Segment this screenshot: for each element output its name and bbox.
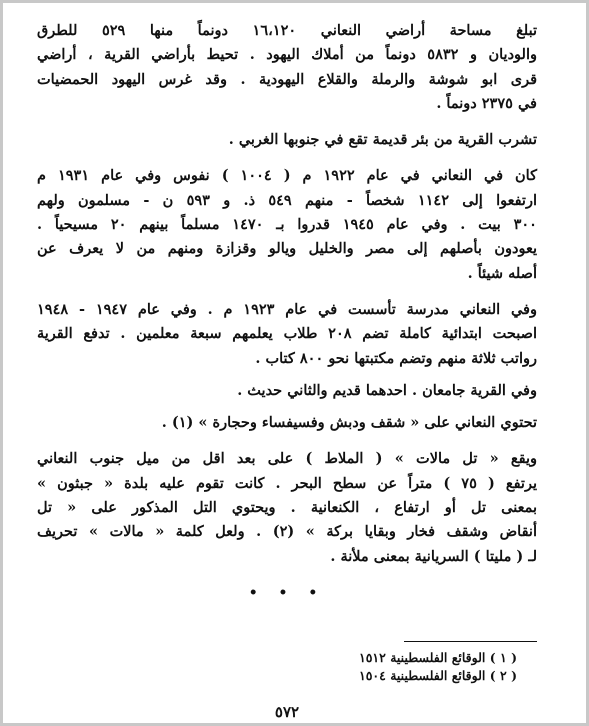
text-line: ٣٠٠ بيت . وفي عام ١٩٤٥ قدروا بـ ١٤٧٠ مسلماً بينهم ٢٠ مسيحياً . <box>37 216 537 234</box>
text-line: يعودون بأصلهم إلى مصر والخليل ويالو وقزازة ومنهم من لا يعرف عن <box>37 240 537 258</box>
text-line: يرتفع ( ٧٥ ) متراً عن سطح البحر . كانت تقوم عليه بلدة « جبثون » <box>37 474 537 492</box>
paragraph-mosques <box>37 379 537 403</box>
text-line: قرى ابو شوشة والرملة والقلاع اليهودية . وقد غرس اليهود الحمضيات <box>37 70 537 88</box>
text-line: ويقع « تل مالات » ( الملاط ) على بعد اقل من ميل جنوب النعاني <box>37 450 537 468</box>
text-line: أصله شيئاً . <box>467 264 537 282</box>
text-line: والوديان و ٥٨٣٢ دونماً من أملاك اليهود . تحيط بأراضي القرية ، أراضي <box>37 46 537 64</box>
document-page <box>37 9 538 721</box>
paragraph-antiquities <box>37 411 537 435</box>
page-number: ٥٧٢ <box>274 703 300 721</box>
footnote-1: ( ١ ) الوقائع الفلسطينية ١٥١٢ <box>358 650 517 665</box>
footnotes <box>359 649 517 685</box>
section-separator: • • • <box>248 584 326 601</box>
footnote-2: ( ٢ ) الوقائع الفلسطينية ١٥٠٤ <box>358 668 517 683</box>
text-line: تشرب القرية من بئر قديمة تقع في جنوبها الغربي . <box>228 131 537 149</box>
paragraph-population <box>37 164 537 285</box>
text-line: كان في النعاني في عام ١٩٢٢ م ( ١٠٠٤ ) نفوس وفي عام ١٩٣١ م <box>37 167 537 185</box>
text-line: ارتفعوا إلى ١١٤٢ شخصاً - منهم ٥٤٩ ذ. و ٥٩٣ ن - مسلمون ولهم <box>37 191 537 209</box>
text-line: رواتب ثلاثة منهم وتضم مكتبتها نحو ٨٠٠ كتاب . <box>255 349 537 367</box>
text-line: في ٢٣٧٥ دونماً . <box>436 94 537 112</box>
text-line: اصبحت ابتدائية كاملة تضم ٢٠٨ طلاب يعلمهم سبعة معلمين . تدفع القرية <box>37 325 537 343</box>
paragraph-tell-malat <box>37 447 537 568</box>
paragraph-land-area <box>37 19 537 116</box>
text-line: تبلغ مساحة أراضي النعاني ١٦،١٢٠ دونماً منها ٥٢٩ للطرق <box>37 22 538 39</box>
text-line: لـ ( مليتا ) السريانية بمعنى ملأنة . <box>330 547 537 565</box>
footnote-rule <box>404 641 537 642</box>
text-line: تحتوي النعاني على « شقف ودبش وفسيفساء وحجارة » (١) . <box>161 414 537 432</box>
text-line: وفي القرية جامعان . احدهما قديم والثاني حديث . <box>237 381 537 399</box>
text-line: أنقاض وشقف فخار وبقايا بركة » (٢) . ولعل كلمة « مالات » تحريف <box>37 523 537 541</box>
text-line: وفي النعاني مدرسة تأسست في عام ١٩٢٣ م . وفي عام ١٩٤٧ - ١٩٤٨ <box>37 300 537 318</box>
paragraph-water <box>37 128 537 152</box>
text-line: بمعنى تل أو ارتفاع ، الكنعانية . ويحتوي التل المذكور على « تل <box>37 499 537 517</box>
paragraph-school <box>37 298 537 371</box>
